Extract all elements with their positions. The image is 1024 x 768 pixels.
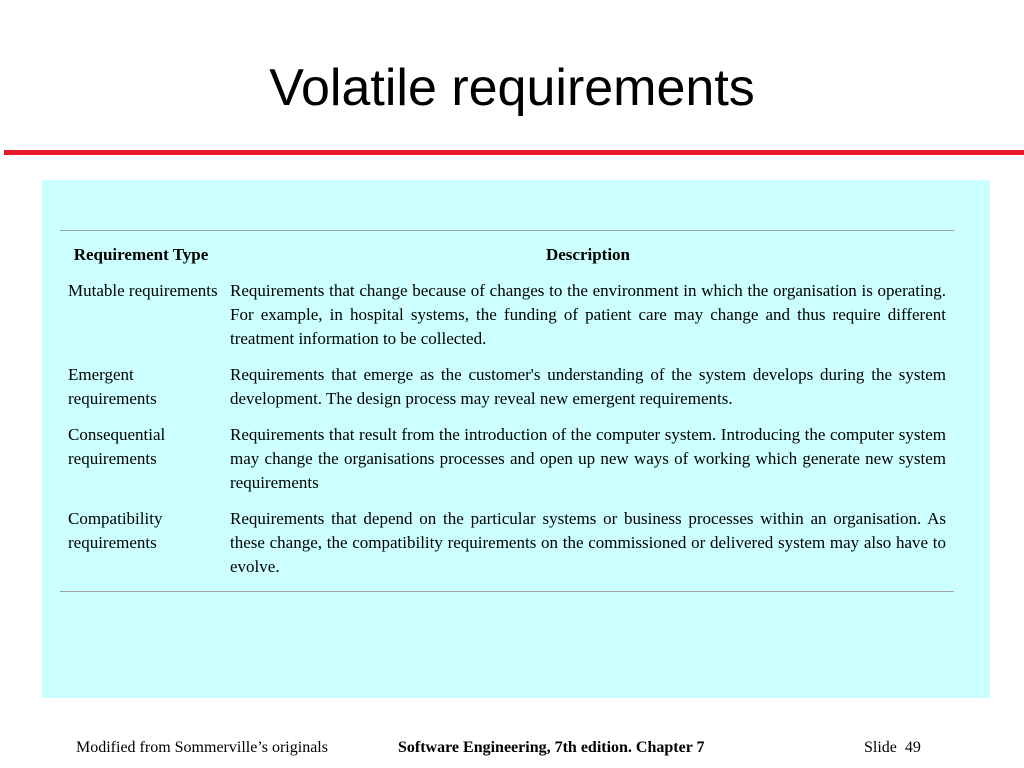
content-panel — [42, 180, 990, 698]
footer-slide-number: Slide 49 — [864, 739, 921, 756]
requirement-type-cell: Consequential requirements — [68, 425, 166, 468]
title-divider — [4, 150, 1024, 155]
table-header-row — [60, 231, 954, 274]
footer-attribution: Modified from Sommerville’s originals — [76, 739, 328, 756]
footer-book-title: Software Engineering, 7th edition. Chapter 7 — [398, 739, 705, 756]
requirement-description-cell: Requirements that emerge as the customer's understanding of the system develops during the system development. The design process may reveal new emergent requirements. — [230, 365, 946, 408]
table-row — [60, 273, 954, 357]
table-row — [60, 357, 954, 417]
slide-title: Volatile requirements — [269, 59, 755, 117]
header-description: Description — [545, 245, 631, 264]
requirement-description-cell: Requirements that depend on the particular systems or business processes within an organisation. As these change, the compatibility requirements on the commissioned or delivered system may also have to evolve. — [230, 509, 946, 576]
header-requirement-type: Requirement Type — [73, 245, 209, 264]
requirement-description-cell: Requirements that change because of changes to the environment in which the organisation is operating. For example, in hospital systems, the funding of patient care may change and thus require different treatment information to be collected. — [230, 281, 946, 348]
requirement-description-cell: Requirements that result from the introduction of the computer system. Introducing the computer system may change the organisations processes and open up new ways of working which generate new system requirements — [230, 425, 946, 492]
requirement-type-cell: Emergent requirements — [68, 365, 157, 408]
requirement-type-cell: Compatibility requirements — [68, 509, 163, 552]
requirement-type-cell: Mutable requirements — [68, 281, 218, 300]
table-row — [60, 501, 954, 592]
table-row — [60, 417, 954, 501]
requirements-table — [60, 230, 954, 592]
